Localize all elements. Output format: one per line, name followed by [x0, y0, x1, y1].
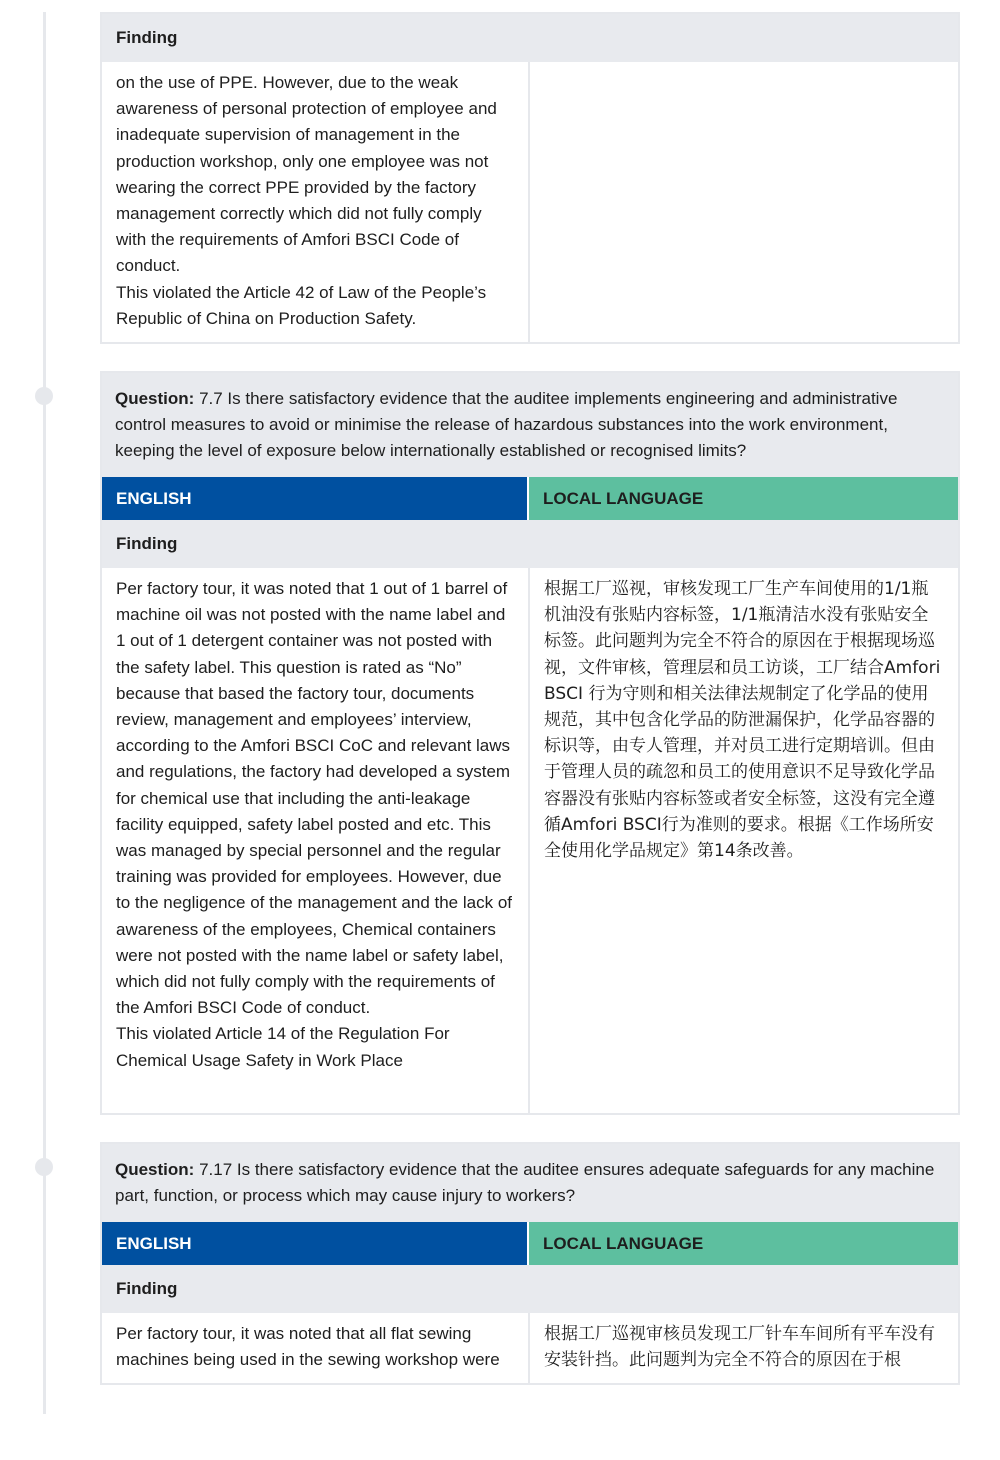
finding-content-row: [102, 1313, 958, 1383]
finding-heading: Finding: [102, 520, 958, 568]
local-language-column-header: LOCAL LANGUAGE: [529, 1222, 958, 1265]
finding-english-paragraph: Per factory tour, it was noted that all flat sewing machines being used in the sewing workshop were: [116, 1324, 500, 1370]
finding-english-paragraph: on the use of PPE. However, due to the weak awareness of personal protection of employee and inadequate supervision of management in the production workshop, only one employee was not wearing the correct PPE provided by the factory management correctly which did not fully comply with the requirements of Amfori BSCI Code of conduct. This violated the Article 42 of Law of the People’s Republic of China on Production Safety.: [116, 73, 497, 328]
finding-english-text: [102, 568, 530, 1113]
finding-local-text: [530, 62, 958, 342]
timeline-line: [43, 12, 46, 1414]
timeline-dot-question-7-17: [35, 1158, 53, 1176]
finding-english-text: [102, 62, 530, 342]
question-label: Question:: [115, 1160, 195, 1179]
finding-local-paragraph: 根据工厂巡视审核员发现工厂针车车间所有平车没有安装针挡。此问题判为完全不符合的原因在于根: [544, 1324, 935, 1371]
finding-local-text: [530, 568, 958, 1113]
question-text: 7.17 Is there satisfactory evidence that the auditee ensures adequate safeguards for any machine part, function, or process which may cause injury to workers?: [115, 1160, 935, 1205]
question-card-7-7: [100, 371, 960, 1115]
timeline-dot-question-7-7: [35, 387, 53, 405]
english-column-header: ENGLISH: [102, 1222, 529, 1265]
language-header-row: [102, 1222, 958, 1265]
finding-english-paragraph: Per factory tour, it was noted that 1 out of 1 barrel of machine oil was not posted with the name label and 1 out of 1 detergent container was not posted with the safety label. This question is rated as “No” because that based the factory tour, documents review, management and employees’ interview, according to the Amfori BSCI CoC and relevant laws and regulations, the factory had developed a system for chemical use that including the anti-leakage facility equipped, safety label posted and etc. This was managed by special personnel and the regular training was provided for employees. However, due to the negligence of the management and the lack of awareness of the employees, Chemical containers were not posted with the name label or safety label, which did not fully comply with the requirements of the Amfori BSCI Code of conduct. This violated Article 14 of the Regulation For Chemical Usage Safety in Work Place: [116, 579, 512, 1070]
finding-card-continued: [100, 12, 960, 344]
finding-heading: Finding: [102, 14, 958, 62]
question-header: [102, 373, 958, 477]
finding-local-paragraph: 根据工厂巡视，审核发现工厂生产车间使用的1/1瓶机油没有张贴内容标签，1/1瓶清洁水没有张贴安全标签。此问题判为完全不符合的原因在于根据现场巡视，文件审核，管理层和员工访谈，工厂结合Amfori BSCI 行为守则和相关法律法规制定了化学品的使用规范，其中包含化学品的防泄漏保护，化学品容器的标识等，由专人管理，并对员工进行定期培训。但由于管理人员的疏忽和员工的使用意识不足导致化学品容器没有张贴内容标签或者安全标签，这没有完全遵循Amfori BSCI行为准则的要求。根据《工作场所安全使用化学品规定》第14条改善。: [544, 579, 941, 862]
finding-local-text: [530, 1313, 958, 1383]
finding-content-row: [102, 62, 958, 342]
finding-heading: Finding: [102, 1265, 958, 1313]
english-column-header: ENGLISH: [102, 477, 529, 520]
question-text: 7.7 Is there satisfactory evidence that the auditee implements engineering and administrative control measures to avoid or minimise the release of hazardous substances into the work environment, keeping the level of exposure below internationally established or recognised limits?: [115, 389, 898, 460]
question-card-7-17: [100, 1142, 960, 1385]
local-language-column-header: LOCAL LANGUAGE: [529, 477, 958, 520]
language-header-row: [102, 477, 958, 520]
question-header: [102, 1144, 958, 1222]
finding-content-row: [102, 568, 958, 1113]
question-label: Question:: [115, 389, 195, 408]
finding-english-text: [102, 1313, 530, 1383]
